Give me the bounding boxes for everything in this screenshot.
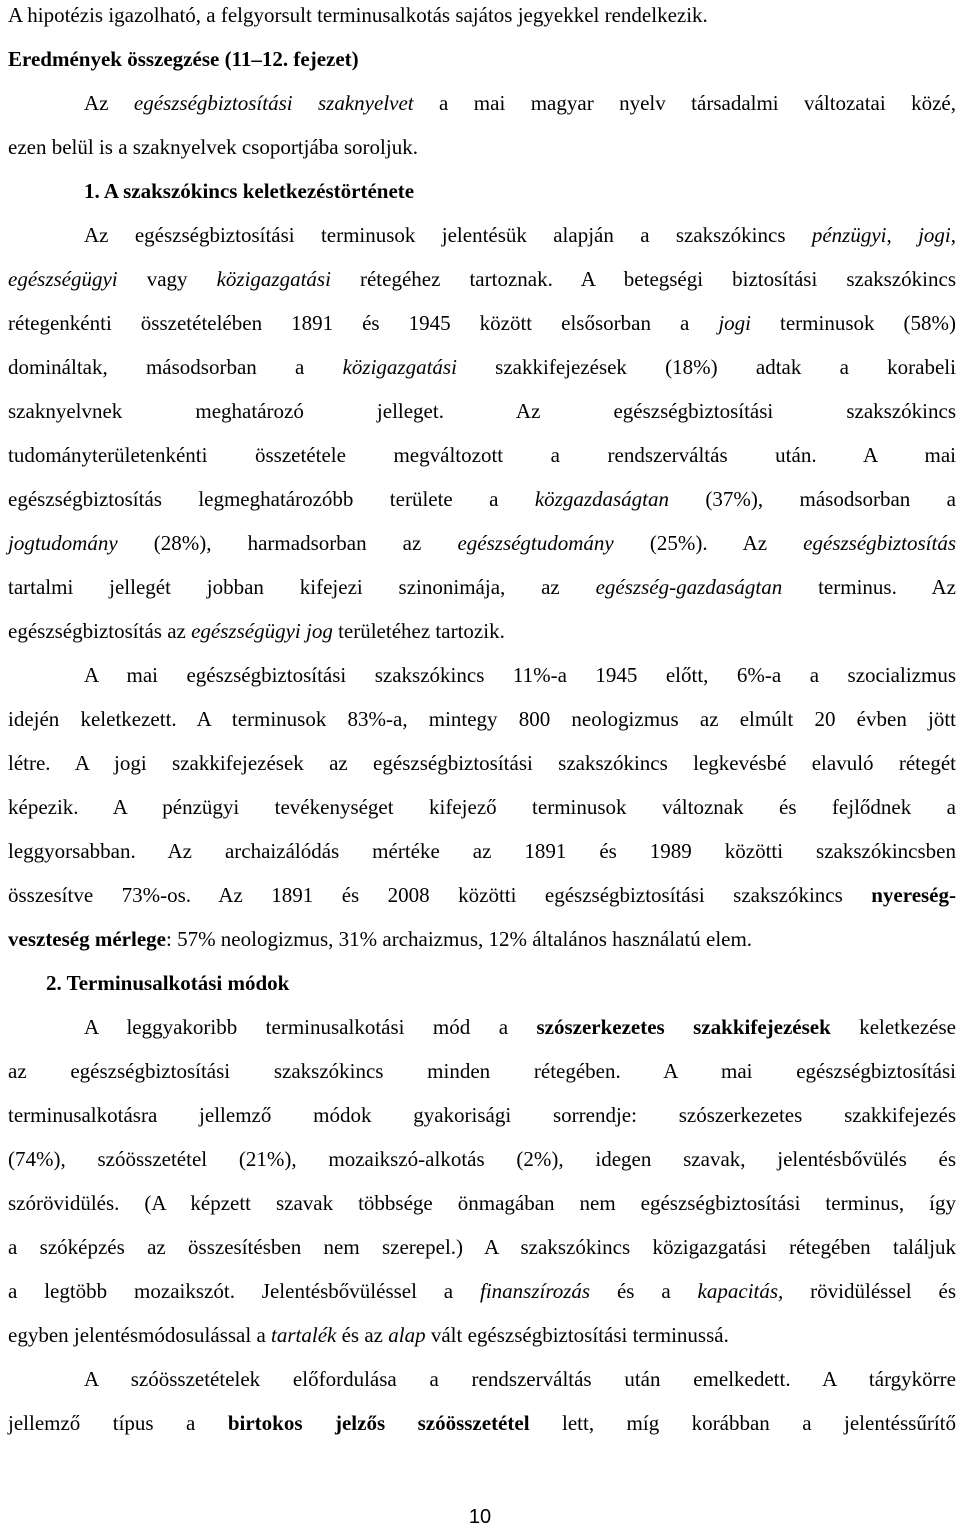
text-run: szórövidülés. (A képzett szavak többsége önmagában nem egészségbiztosítási terminus, így: [8, 1191, 956, 1215]
text-run: rövidüléssel és: [783, 1279, 956, 1303]
text-run: az egészségbiztosítási szakszókincs minden rétegében. A mai egészségbiztosítási: [8, 1059, 956, 1083]
page-number: 10: [468, 1506, 492, 1528]
italic-run: egészségügyi: [8, 267, 118, 291]
text-run: A hipotézis igazolható, a felgyorsult terminusalkotás sajátos jegyekkel rendelkezik.: [8, 3, 708, 27]
text-line: [8, 1410, 956, 1436]
text-line: [8, 618, 956, 644]
text-run: tartalmi jellegét jobban kifejezi szinonimája, az: [8, 575, 596, 599]
italic-run: egészség-gazdaságtan: [595, 575, 783, 599]
italic-run: egészségbiztosítási szaknyelvet: [133, 91, 414, 115]
text-run: leggyorsabban. Az archaizálódás mértéke az 1891 és 1989 közötti szakszókincsben: [8, 839, 956, 863]
text-run: A mai egészségbiztosítási szakszókincs 11%-a 1945 előtt, 6%-a a szocializmus: [84, 663, 956, 687]
bold-run: 1. A szakszókincs keletkezéstörténete: [84, 179, 415, 203]
text-run: idején keletkezett. A terminusok 83%-a, mintegy 800 neologizmus az elmúlt 20 évben jött: [8, 707, 956, 731]
text-run: tudományterületenkénti összetétele megváltozott a rendszerváltás után. A mai: [8, 443, 956, 467]
text-line: [8, 134, 956, 160]
text-run: egyben jelentésmódosulással a: [8, 1323, 272, 1347]
text-run: rétegenkénti összetételében 1891 és 1945 között elsősorban a: [8, 311, 719, 335]
text-line: [8, 1014, 956, 1040]
text-run: rétegéhez tartoznak. A betegségi biztosítási szakszókincs: [330, 267, 956, 291]
text-run: vált egészségbiztosítási terminussá.: [425, 1323, 729, 1347]
text-run: vagy: [117, 267, 217, 291]
text-run: a legtöbb mozaikszót. Jelentésbővüléssel a: [8, 1279, 481, 1303]
text-run: szaknyelvnek meghatározó jelleget. Az egészségbiztosítási szakszókincs: [8, 399, 956, 423]
text-run: (37%), másodsorban a: [669, 487, 956, 511]
text-run: keletkezése: [830, 1015, 956, 1039]
text-run: képezik. A pénzügyi tevékenységet kifejező terminusok változnak és fejlődnek a: [8, 795, 956, 819]
italic-run: közigazgatási: [216, 267, 331, 291]
text-line: [8, 530, 956, 556]
text-run: összesítve 73%-os. Az 1891 és 2008 közötti egészségbiztosítási szakszókincs: [8, 883, 872, 907]
text-line: [8, 1146, 956, 1172]
text-line: [8, 2, 956, 28]
text-run: ,: [950, 223, 956, 247]
text-line: [8, 442, 956, 468]
text-run: egészségbiztosítás az: [8, 619, 192, 643]
text-line: [8, 662, 956, 688]
italic-run: pénzügyi: [811, 223, 887, 247]
italic-run: jogtudomány: [8, 531, 118, 555]
italic-run: jogi: [918, 223, 951, 247]
text-line: [8, 1058, 956, 1084]
bold-run: veszteség mérlege: [8, 927, 166, 951]
italic-run: alap: [388, 1323, 426, 1347]
text-run: Az egészségbiztosítási terminusok jelentésük alapján a szakszókincs: [84, 223, 812, 247]
text-line: [8, 1322, 956, 1348]
text-line: [8, 354, 956, 380]
text-run: Az: [84, 91, 134, 115]
text-run: terminusalkotásra jellemző módok gyakorisági sorrendje: szószerkezetes szakkifejezés: [8, 1103, 956, 1127]
text-line: [8, 1278, 956, 1304]
text-run: terminusok (58%): [750, 311, 956, 335]
subsection-heading: [8, 178, 960, 204]
text-run: domináltak, másodsorban a: [8, 355, 343, 379]
text-line: [8, 1234, 956, 1260]
section-heading: [8, 46, 956, 72]
text-run: : 57% neologizmus, 31% archaizmus, 12% általános használatú elem.: [165, 927, 753, 951]
bold-run: Eredmények összegzése (11–12. fejezet): [8, 47, 359, 71]
text-run: (28%), harmadsorban az: [117, 531, 458, 555]
italic-run: egészségtudomány: [457, 531, 614, 555]
text-run: terminus. Az: [782, 575, 956, 599]
text-run: A leggyakoribb terminusalkotási mód a: [84, 1015, 537, 1039]
text-run: A szóösszetételek előfordulása a rendszerváltás után emelkedett. A tárgykörre: [84, 1367, 956, 1391]
text-line: [8, 750, 956, 776]
text-run: ,: [886, 223, 919, 247]
italic-run: közgazdaságtan: [534, 487, 670, 511]
text-line: [8, 926, 956, 952]
italic-run: finanszírozás: [480, 1279, 591, 1303]
subsection-heading: [8, 970, 960, 996]
text-run: a mai magyar nyelv társadalmi változatai közé,: [413, 91, 956, 115]
text-line: [8, 1190, 956, 1216]
text-run: egészségbiztosítás legmeghatározóbb területe a: [8, 487, 535, 511]
text-run: jellemző típus a: [8, 1411, 228, 1435]
italic-run: kapacitás,: [697, 1279, 784, 1303]
text-line: [8, 1102, 956, 1128]
bold-run: szószerkezetes szakkifejezések: [536, 1015, 831, 1039]
text-run: szakkifejezések (18%) adtak a korabeli: [456, 355, 956, 379]
text-line: [8, 794, 956, 820]
text-run: és az: [336, 1323, 389, 1347]
text-line: [8, 882, 956, 908]
text-run: lett, míg korábban a jelentéssűrítő: [529, 1411, 956, 1435]
text-line: [8, 706, 956, 732]
text-line: [8, 90, 956, 116]
text-run: a szóképzés az összesítésben nem szerepel.) A szakszókincs közigazgatási rétegében találjuk: [8, 1235, 956, 1259]
text-line: [8, 838, 956, 864]
italic-run: jogi: [718, 311, 751, 335]
text-line: [8, 1366, 956, 1392]
text-line: [8, 486, 956, 512]
bold-run: 2. Terminusalkotási módok: [46, 971, 290, 995]
text-run: ezen belül is a szaknyelvek csoportjába soroljuk.: [8, 135, 418, 159]
text-line: [8, 266, 956, 292]
bold-run: birtokos jelzős szóösszetétel: [227, 1411, 530, 1435]
text-run: és a: [590, 1279, 698, 1303]
italic-run: közigazgatási: [342, 355, 457, 379]
text-run: (74%), szóösszetétel (21%), mozaikszó-alkotás (2%), idegen szavak, jelentésbővülés és: [8, 1147, 956, 1171]
text-run: területéhez tartozik.: [332, 619, 505, 643]
text-line: [8, 310, 956, 336]
text-line: [8, 574, 956, 600]
italic-run: egészségbiztosítás: [803, 531, 957, 555]
italic-run: egészségügyi jog: [191, 619, 333, 643]
italic-run: tartalék: [271, 1323, 337, 1347]
text-line: [8, 398, 956, 424]
text-line: [8, 222, 956, 248]
text-run: létre. A jogi szakkifejezések az egészségbiztosítási szakszókincs legkevésbé elavuló rétegét: [8, 751, 956, 775]
bold-run: nyereség-: [871, 883, 956, 907]
text-run: (25%). Az: [613, 531, 804, 555]
